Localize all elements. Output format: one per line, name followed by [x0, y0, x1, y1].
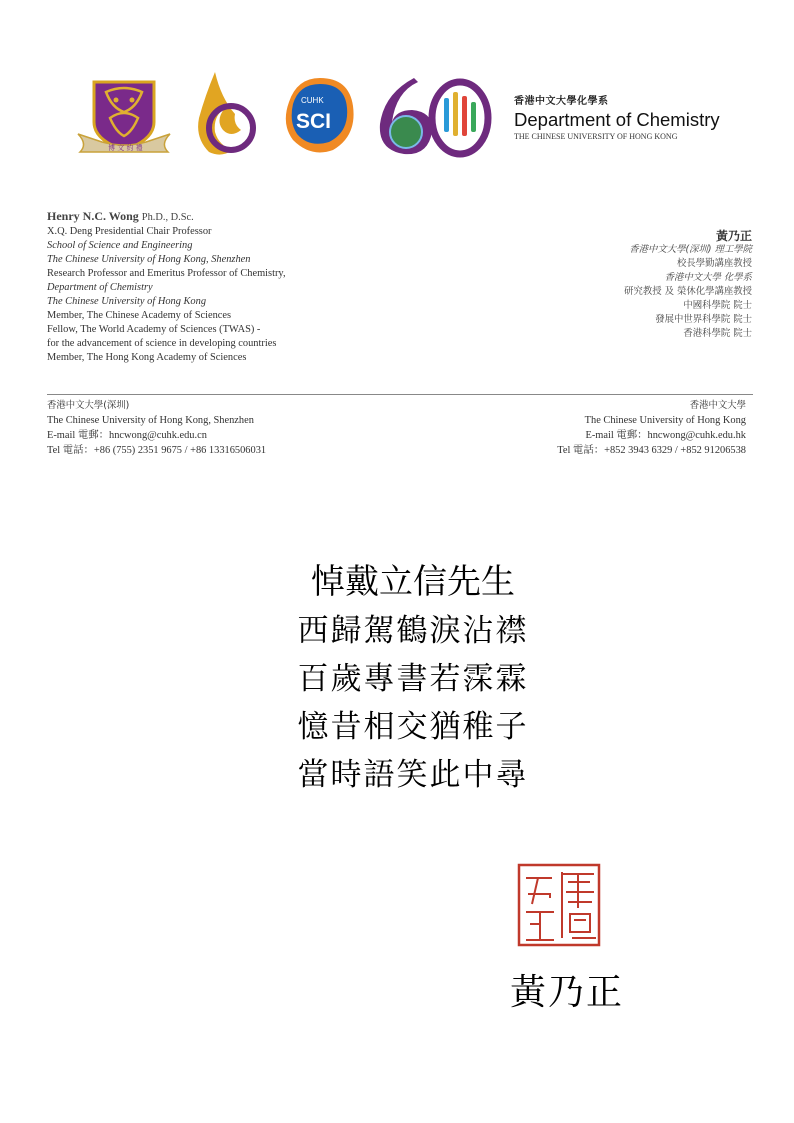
credential-line: School of Science and Engineering — [47, 240, 193, 251]
credential-line: Fellow, The World Academy of Sciences (TWAS) - — [47, 324, 261, 335]
zh-title-line: 發展中世界科學院 院士 — [655, 314, 752, 325]
department-header — [514, 92, 720, 141]
author-name-text: Henry N.C. Wong — [47, 209, 139, 223]
author-name — [47, 209, 286, 225]
cuhk-crest-logo — [76, 78, 172, 156]
dept-name-zh: 香港中文大學化學系 — [514, 96, 609, 107]
telephone: Tel 電話：+86 (755) 2351 9675 / +86 13316506031 — [47, 445, 267, 456]
credential-line: Member, The Chinese Academy of Sciences — [47, 310, 232, 321]
divider — [47, 394, 753, 395]
poem-line: 百歲專書若霂霖 — [297, 661, 529, 697]
credential-line: The Chinese University of Hong Kong — [47, 296, 207, 307]
zh-title-line: 香港中文大學 化學系 — [664, 272, 752, 283]
credential-line: Research Professor and Emeritus Professor of Chemistry, — [47, 268, 286, 279]
address-en: The Chinese University of Hong Kong, Shenzhen — [47, 415, 254, 426]
zh-title-line: 校長學勤講座教授 — [676, 258, 752, 269]
signature: 黃乃正 — [510, 972, 625, 1013]
email-link[interactable]: E-mail 電郵：hncwong@cuhk.edu.cn — [47, 430, 207, 441]
anniversary-60-logo — [374, 74, 492, 158]
phoenix-60-logo — [185, 68, 261, 156]
address-zh: 香港中文大學(深圳) — [47, 400, 130, 411]
red-seal-stamp — [516, 862, 602, 948]
dept-name-en: Department of Chemistry — [514, 109, 720, 130]
university-name: THE CHINESE UNIVERSITY OF HONG KONG — [514, 132, 678, 141]
telephone: Tel 電話：+852 3943 6329 / +852 91206538 — [557, 445, 746, 456]
poem-line: 西歸駕鶴淚沾襟 — [297, 613, 529, 649]
poem-line: 當時語笑此中尋 — [297, 757, 529, 793]
credential-line: X.Q. Deng Presidential Chair Professor — [47, 226, 212, 237]
credentials-block — [47, 209, 286, 365]
address-en: The Chinese University of Hong Kong — [584, 415, 746, 426]
poem-line: 憶昔相交猶稚子 — [297, 709, 529, 745]
address-hong-kong — [557, 398, 746, 458]
memorial-poem — [0, 557, 794, 799]
credential-line: The Chinese University of Hong Kong, Shenzhen — [47, 254, 251, 265]
cuhk-sci-logo — [283, 76, 357, 154]
zh-title-line: 香港中文大學(深圳) 理工學院 — [629, 244, 752, 255]
author-name-zh: 黃乃正 — [715, 229, 752, 243]
cuhk-logo-text: CUHK — [301, 96, 324, 105]
zh-title-line: 香港科學院 院士 — [683, 328, 752, 339]
svg-text:博 文 約 禮: 博 文 約 禮 — [108, 144, 143, 152]
zh-title-line: 研究教授 及 榮休化學講座教授 — [624, 286, 752, 297]
author-degrees: Ph.D., D.Sc. — [141, 212, 194, 223]
poem-title: 悼戴立信先生 — [311, 562, 515, 602]
credential-line: Member, The Hong Kong Academy of Sciences — [47, 352, 247, 363]
chinese-titles-block — [624, 229, 752, 341]
address-shenzhen — [47, 398, 266, 458]
zh-title-line: 中國科學院 院士 — [683, 300, 752, 311]
credential-line: Department of Chemistry — [47, 282, 153, 293]
sci-logo-text: SCI — [296, 110, 332, 133]
credential-line: for the advancement of science in developing countries — [47, 338, 277, 349]
address-zh: 香港中文大學 — [689, 400, 746, 411]
email-link[interactable]: E-mail 電郵：hncwong@cuhk.edu.hk — [585, 430, 746, 441]
